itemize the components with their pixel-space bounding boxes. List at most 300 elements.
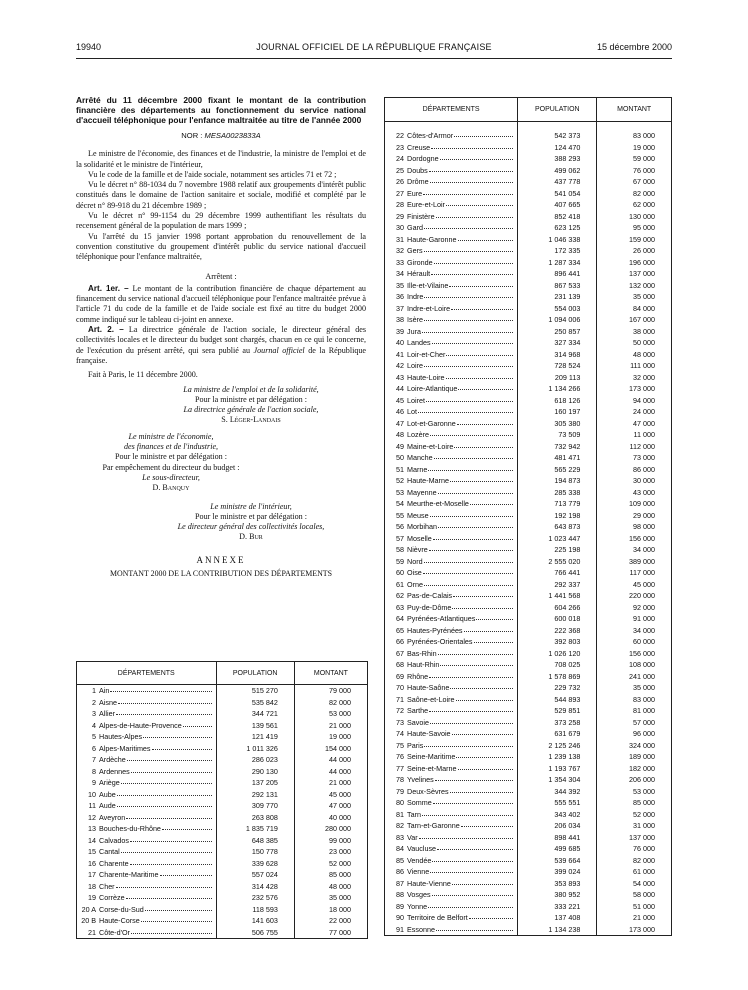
department-number: 65 [396, 625, 404, 635]
table-body-left [77, 685, 368, 939]
population-cell: 392 803 [518, 636, 597, 648]
dot-leader [457, 419, 514, 425]
population-cell: 343 402 [518, 809, 597, 821]
table-row [385, 245, 672, 257]
department-cell [385, 510, 518, 522]
table-row [385, 602, 672, 614]
department-cell [77, 835, 217, 847]
population-cell: 535 842 [216, 697, 294, 709]
dot-leader [433, 798, 514, 804]
signature-2-title: Le ministre de l'économie, [128, 431, 214, 441]
montant-cell: 76 000 [597, 843, 672, 855]
population-cell: 1 193 767 [518, 763, 597, 775]
department-cell [385, 855, 518, 867]
table-row [385, 579, 672, 591]
table-row [385, 763, 672, 775]
montant-cell: 34 000 [597, 625, 672, 637]
department-number: 84 [396, 844, 404, 854]
population-cell: 380 952 [518, 889, 597, 901]
dot-leader [474, 637, 514, 643]
table-row [77, 708, 368, 720]
department-name: Vosges [407, 890, 431, 900]
signature-3-delegation: Pour le ministre et par délégation : [195, 511, 307, 521]
montant-cell: 60 000 [597, 636, 672, 648]
table-row [385, 751, 672, 763]
nor-label: NOR : [181, 131, 203, 140]
department-cell [385, 843, 518, 855]
department-cell [77, 708, 217, 720]
table-row [385, 671, 672, 683]
population-cell: 209 113 [518, 372, 597, 384]
table-row [77, 812, 368, 824]
table-row [77, 892, 368, 904]
dot-leader [116, 709, 212, 715]
department-number: 1 [92, 686, 96, 696]
department-number: 18 [88, 881, 96, 891]
dot-leader [424, 741, 513, 747]
table-row [385, 153, 672, 165]
department-number: 25 [396, 165, 404, 175]
dot-leader [430, 430, 513, 436]
department-name: Pyrénées-Orientales [407, 637, 473, 647]
montant-cell: 21 000 [597, 912, 672, 924]
population-cell: 600 018 [518, 613, 597, 625]
column-header-montant: MONTANT [597, 98, 672, 122]
paragraph-visa-4: Vu l'arrêté du 15 janvier 1998 portant approbation du renouvellement de la convention constitutive du groupement d'intérêt public du service national d'accueil téléphonique pour l'enfance maltraitée, [76, 231, 366, 262]
department-name: Savoie [407, 717, 429, 727]
annexe-heading: ANNEXE [196, 554, 246, 565]
department-number: 14 [88, 835, 96, 845]
dot-leader [430, 718, 513, 724]
table-row [385, 832, 672, 844]
department-name: Aisne [99, 697, 117, 707]
department-cell [385, 797, 518, 809]
department-cell [385, 268, 518, 280]
dot-leader [428, 465, 513, 471]
department-cell [385, 912, 518, 924]
table-row [385, 613, 672, 625]
dot-leader [431, 269, 513, 275]
department-cell [385, 280, 518, 292]
population-cell: 286 023 [216, 754, 294, 766]
department-cell [385, 360, 518, 372]
department-cell [77, 685, 217, 697]
department-name: Finistère [407, 211, 435, 221]
table-row [385, 567, 672, 579]
department-name: Cher [99, 881, 115, 891]
department-name: Drôme [407, 177, 429, 187]
dot-leader [419, 833, 514, 839]
table-row [77, 823, 368, 835]
dot-leader [464, 626, 514, 632]
signature-1-role: La directrice générale de l'action sociale, [183, 405, 319, 415]
dot-leader [127, 755, 212, 761]
dot-leader [424, 361, 513, 367]
population-cell: 388 293 [518, 153, 597, 165]
department-number: 89 [396, 901, 404, 911]
montant-cell: 189 000 [597, 751, 672, 763]
department-cell [385, 809, 518, 821]
dot-leader [424, 580, 513, 586]
population-cell: 339 628 [216, 858, 294, 870]
table-row [385, 211, 672, 223]
montant-cell: 137 000 [597, 268, 672, 280]
article-1-label: Art. 1er. – [88, 283, 129, 293]
population-cell: 1 441 568 [518, 590, 597, 602]
population-cell: 232 576 [216, 892, 294, 904]
department-cell [385, 751, 518, 763]
header-rule [76, 58, 672, 59]
population-cell: 1 026 120 [518, 648, 597, 660]
population-cell: 648 385 [216, 835, 294, 847]
nor-reference [76, 131, 366, 141]
department-number: 20 B [81, 916, 96, 926]
population-cell: 309 770 [216, 800, 294, 812]
department-cell [77, 720, 217, 732]
montant-cell: 154 000 [294, 743, 367, 755]
department-name: Haute-Saône [407, 683, 450, 693]
dot-leader [458, 235, 514, 241]
department-cell [385, 625, 518, 637]
montant-cell: 19 000 [597, 142, 672, 154]
montant-cell: 280 000 [294, 823, 367, 835]
montant-cell: 62 000 [597, 199, 672, 211]
department-name: Eure [407, 188, 423, 198]
dot-leader [429, 545, 513, 551]
department-number: 87 [396, 878, 404, 888]
column-header-population: POPULATION [216, 662, 294, 685]
decree-title: Arrêté du 11 décembre 2000 fixant le montant de la contribution financière des départements au fonctionnement du service national d'accueil téléphonique pour l'enfance maltraitée au titre de l'année 2000 [76, 95, 366, 125]
dot-leader [160, 870, 212, 876]
population-cell: 732 942 [518, 441, 597, 453]
department-number: 30 [396, 223, 404, 233]
department-number: 20 A [81, 904, 96, 914]
department-number: 49 [396, 441, 404, 451]
department-name: Haute-Marne [407, 476, 449, 486]
table-row [385, 280, 672, 292]
montant-cell: 159 000 [597, 234, 672, 246]
population-cell: 290 130 [216, 766, 294, 778]
population-cell: 137 205 [216, 777, 294, 789]
department-name: Nord [407, 556, 423, 566]
montant-cell: 82 000 [597, 188, 672, 200]
department-name: Manche [407, 453, 433, 463]
population-cell: 292 131 [216, 789, 294, 801]
table-row [385, 234, 672, 246]
signature-1-delegation: Pour la ministre et par délégation : [195, 394, 307, 404]
montant-cell: 40 000 [294, 812, 367, 824]
population-cell: 565 229 [518, 464, 597, 476]
population-cell: 344 721 [216, 708, 294, 720]
dot-leader [426, 396, 513, 402]
department-name: Ille-et-Vilaine [407, 280, 449, 290]
department-name: Hautes-Pyrénées [407, 625, 463, 635]
montant-cell: 44 000 [294, 766, 367, 778]
department-cell [385, 291, 518, 303]
department-cell [385, 122, 518, 142]
department-cell [385, 832, 518, 844]
department-number: 44 [396, 384, 404, 394]
department-name: Ardèche [99, 755, 126, 765]
population-cell: 160 197 [518, 406, 597, 418]
table-row [385, 809, 672, 821]
department-number: 5 [92, 732, 96, 742]
montant-cell: 18 000 [294, 904, 367, 916]
table-row [77, 904, 368, 916]
department-number: 70 [396, 683, 404, 693]
dot-leader [424, 292, 513, 298]
table-row [385, 441, 672, 453]
department-number: 75 [396, 740, 404, 750]
department-cell [385, 878, 518, 890]
department-number: 76 [396, 752, 404, 762]
department-number: 35 [396, 280, 404, 290]
department-name: Puy-de-Dôme [407, 602, 452, 612]
montant-cell: 82 000 [597, 855, 672, 867]
department-name: Morbihan [407, 522, 437, 532]
department-name: Lozère [407, 430, 429, 440]
table-row [77, 754, 368, 766]
department-name: Haute-Savoie [407, 729, 451, 739]
department-name: Isère [407, 315, 423, 325]
population-cell: 867 533 [518, 280, 597, 292]
population-cell: 541 054 [518, 188, 597, 200]
table-row [385, 521, 672, 533]
table-row [385, 682, 672, 694]
table-row [385, 648, 672, 660]
department-cell [385, 671, 518, 683]
montant-cell: 389 000 [597, 556, 672, 568]
contribution-table-left [76, 661, 368, 939]
table-row [385, 383, 672, 395]
signature-2-title-cont: des finances et de l'industrie, [123, 442, 219, 452]
dot-leader [424, 223, 513, 229]
department-name: Marne [407, 464, 428, 474]
department-cell [385, 234, 518, 246]
montant-cell: 52 000 [294, 858, 367, 870]
montant-cell: 45 000 [597, 579, 672, 591]
department-number: 38 [396, 315, 404, 325]
department-cell [385, 406, 518, 418]
department-cell [77, 846, 217, 858]
department-name: Vienne [407, 867, 430, 877]
montant-cell: 11 000 [597, 429, 672, 441]
dot-leader [431, 143, 513, 149]
population-cell: 141 603 [216, 915, 294, 927]
department-number: 16 [88, 858, 96, 868]
dot-leader [437, 844, 513, 850]
table-row [385, 533, 672, 545]
montant-cell: 173 000 [597, 383, 672, 395]
department-cell [77, 731, 217, 743]
department-number: 23 [396, 142, 404, 152]
population-cell: 263 808 [216, 812, 294, 824]
population-cell: 898 441 [518, 832, 597, 844]
department-number: 53 [396, 487, 404, 497]
department-cell [385, 452, 518, 464]
department-name: Hautes-Alpes [99, 732, 143, 742]
department-name: Indre-et-Loire [407, 303, 451, 313]
dot-leader [424, 246, 514, 252]
dot-leader [452, 879, 513, 885]
department-name: Eure-et-Loir [407, 200, 445, 210]
department-number: 31 [396, 234, 404, 244]
department-name: Meurthe-et-Moselle [407, 499, 469, 509]
department-number: 2 [92, 697, 96, 707]
journal-officiel-ref: Journal officiel [253, 345, 305, 355]
department-number: 59 [396, 556, 404, 566]
nor-code: MESA0023833A [204, 131, 261, 140]
department-cell [385, 418, 518, 430]
montant-cell: 34 000 [597, 544, 672, 556]
montant-cell: 82 000 [294, 697, 367, 709]
paragraph-visa-1: Vu le code de la famille et de l'aide sociale, notamment ses articles 71 et 72 ; [88, 169, 337, 179]
department-cell [385, 556, 518, 568]
department-number: 3 [92, 709, 96, 719]
population-cell: 2 555 020 [518, 556, 597, 568]
dot-leader [434, 453, 514, 459]
department-cell [77, 869, 217, 881]
table-body-right [385, 122, 672, 936]
montant-cell: 76 000 [597, 165, 672, 177]
department-name: Haut-Rhin [407, 660, 440, 670]
montant-cell: 111 000 [597, 360, 672, 372]
signature-3-name: D. Bur [239, 532, 263, 542]
table-row [385, 843, 672, 855]
table-row [385, 740, 672, 752]
department-number: 73 [396, 717, 404, 727]
table-row [385, 303, 672, 315]
department-cell [77, 812, 217, 824]
department-cell [385, 786, 518, 798]
population-cell: 1 239 138 [518, 751, 597, 763]
department-number: 4 [92, 720, 96, 730]
department-name: Charente [99, 858, 129, 868]
signature-block-2 [76, 432, 266, 494]
department-name: Bouches-du-Rhône [99, 824, 161, 834]
dot-leader [422, 327, 513, 333]
dot-leader [446, 200, 513, 206]
montant-cell: 53 000 [294, 708, 367, 720]
dot-leader [452, 729, 514, 735]
department-cell [385, 153, 518, 165]
population-cell: 1 094 006 [518, 314, 597, 326]
department-number: 67 [396, 648, 404, 658]
department-cell [385, 245, 518, 257]
department-cell [385, 464, 518, 476]
dot-leader [429, 166, 513, 172]
department-name: Rhône [407, 671, 429, 681]
dot-leader [117, 790, 212, 796]
dot-leader [422, 810, 513, 816]
montant-cell: 98 000 [597, 521, 672, 533]
table-row [385, 372, 672, 384]
dot-leader [458, 384, 513, 390]
department-cell [385, 349, 518, 361]
article-2-label: Art. 2. – [88, 325, 124, 335]
department-number: 15 [88, 847, 96, 857]
table-row [385, 452, 672, 464]
montant-cell: 61 000 [597, 866, 672, 878]
table-row [385, 705, 672, 717]
department-number: 48 [396, 430, 404, 440]
table-row [385, 866, 672, 878]
table-row [77, 835, 368, 847]
montant-cell: 182 000 [597, 763, 672, 775]
department-cell [385, 498, 518, 510]
department-number: 58 [396, 545, 404, 555]
montant-cell: 324 000 [597, 740, 672, 752]
department-name: Calvados [99, 835, 129, 845]
population-cell: 1 835 719 [216, 823, 294, 835]
table-row [385, 855, 672, 867]
montant-cell: 173 000 [597, 924, 672, 936]
department-name: Gard [407, 223, 423, 233]
table-row [77, 858, 368, 870]
montant-cell: 43 000 [597, 487, 672, 499]
population-cell: 192 198 [518, 510, 597, 522]
department-cell [385, 475, 518, 487]
department-cell [385, 487, 518, 499]
department-number: 46 [396, 407, 404, 417]
department-name: Haute-Garonne [407, 234, 457, 244]
department-number: 85 [396, 855, 404, 865]
department-name: Allier [99, 709, 115, 719]
department-cell [77, 915, 217, 927]
department-cell [385, 694, 518, 706]
dot-leader [131, 928, 212, 934]
population-cell: 529 851 [518, 705, 597, 717]
department-name: Aveyron [99, 812, 126, 822]
montant-cell: 22 000 [294, 915, 367, 927]
population-cell: 1 134 266 [518, 383, 597, 395]
table-row [385, 291, 672, 303]
department-name: Gers [407, 246, 423, 256]
table-row [385, 728, 672, 740]
dot-leader [430, 511, 514, 517]
montant-cell: 59 000 [597, 153, 672, 165]
dot-leader [430, 867, 513, 873]
department-number: 41 [396, 349, 404, 359]
montant-cell: 156 000 [597, 533, 672, 545]
dot-leader [436, 925, 513, 931]
table-row [385, 222, 672, 234]
montant-cell: 84 000 [597, 303, 672, 315]
montant-cell: 99 000 [294, 835, 367, 847]
department-name: Sarthe [407, 706, 429, 716]
population-cell: 407 665 [518, 199, 597, 211]
department-name: Bas-Rhin [407, 648, 437, 658]
population-cell: 506 755 [216, 927, 294, 939]
journal-title: JOURNAL OFFICIEL DE LA RÉPUBLIQUE FRANÇAISE [256, 42, 492, 52]
population-cell: 150 778 [216, 846, 294, 858]
population-cell: 544 893 [518, 694, 597, 706]
department-number: 39 [396, 326, 404, 336]
department-number: 17 [88, 870, 96, 880]
montant-cell: 94 000 [597, 395, 672, 407]
montant-cell: 91 000 [597, 613, 672, 625]
department-name: Pyrénées-Atlantiques [407, 614, 476, 624]
population-cell: 539 664 [518, 855, 597, 867]
dot-leader [469, 913, 514, 919]
table-row [77, 777, 368, 789]
department-name: Haute-Loire [407, 372, 445, 382]
department-name: Alpes-de-Haute-Provence [99, 720, 182, 730]
department-number: 90 [396, 913, 404, 923]
department-name: Yonne [407, 901, 428, 911]
department-cell [385, 441, 518, 453]
montant-cell: 79 000 [294, 685, 367, 697]
